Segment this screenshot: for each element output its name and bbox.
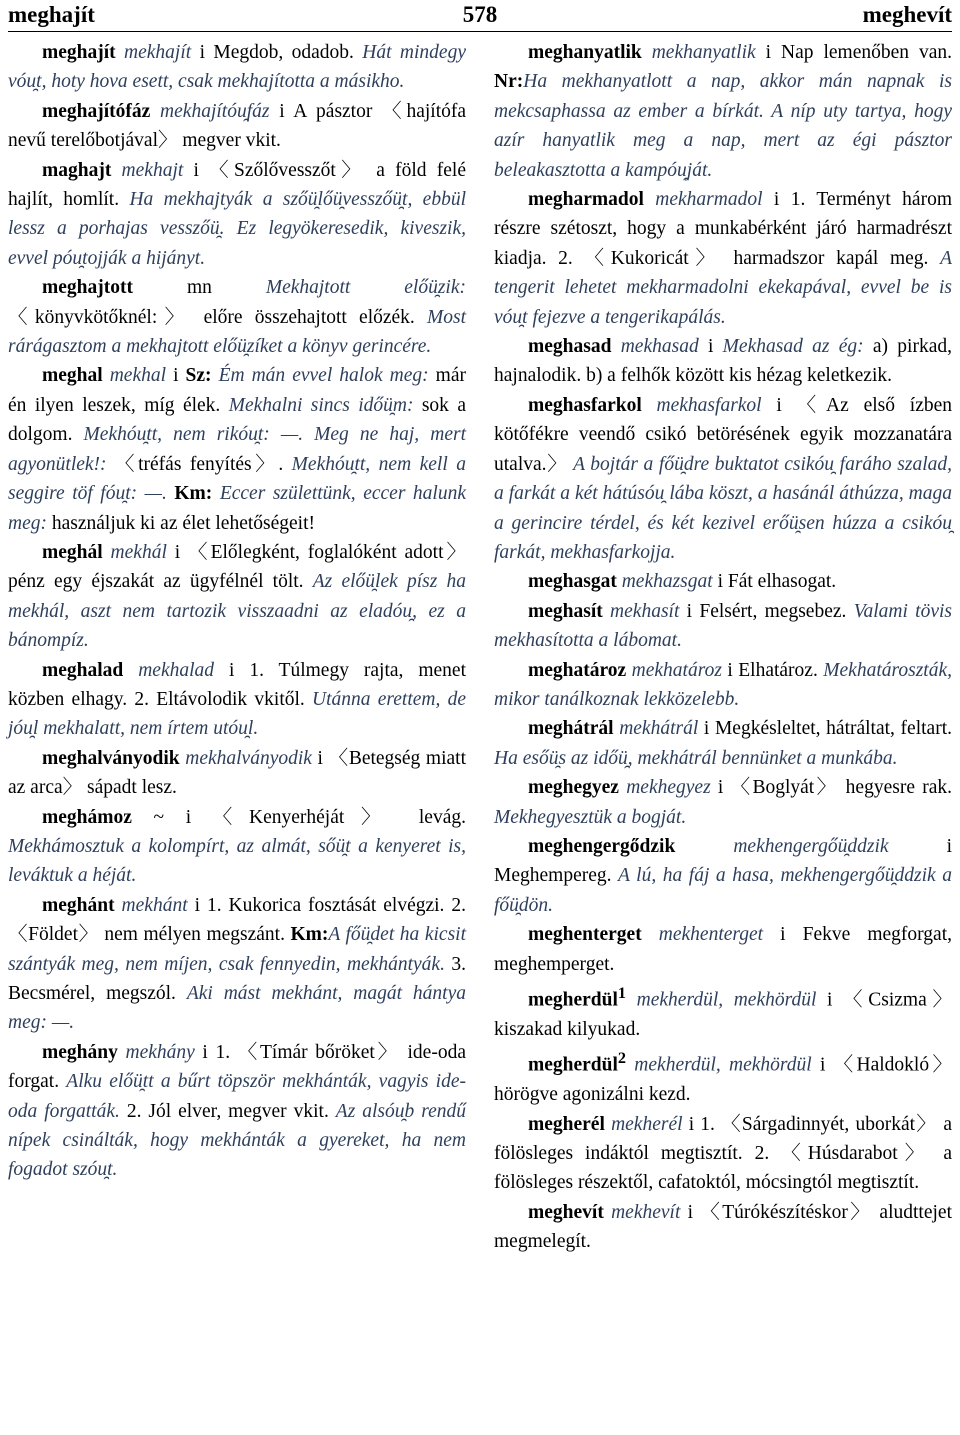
usage-label: Km: — [166, 483, 213, 505]
dialect-variant: mekhasfarkol — [641, 394, 762, 416]
dictionary-entry — [494, 979, 952, 1044]
example-text: Eccer születtünk, eccer halunk meg: — [8, 483, 467, 534]
dialect-variant: mekhátrál — [613, 718, 699, 740]
example-text: A lú, ha fáj a hasa, mekhengergőü̯ddzik a főü̯dön. — [494, 865, 952, 916]
definition-text: i Megdob, odadob. — [191, 42, 363, 63]
example-text: Ém mán evvel halok meg: — [211, 365, 429, 387]
entry-headword: meghengergődzik — [528, 835, 676, 857]
entry-headword: megharmadol — [528, 189, 644, 211]
definition-text: i Felsért, megsebez. — [679, 600, 854, 622]
dictionary-entry — [494, 185, 952, 332]
example-text: A főü̯det ha kicsit szántyák meg, nem míjen, csak fennyedin, mekhántyák. — [8, 924, 466, 975]
definition-text: i 1. Terményt három részre szétoszt, hogy a munkabérként járó harmadrészt kiadja. 2. 〈Kukoricát〉 harmadszor kapál meg. — [494, 189, 953, 269]
example-text: Ha esőü̯s az időü̯, mekhátrál bennünket a munkába. — [494, 747, 898, 769]
entry-headword: meghajtott — [42, 277, 133, 299]
entry-headword: meghasad — [528, 336, 612, 358]
example-text: Mekhalni sincs időü̯m: — [228, 394, 414, 416]
definition-text: i 1. 〈Tímár bőröket〉 ide-oda forgat. — [8, 1041, 466, 1093]
example-text: Mekhámosztuk a kolompírt, az almát, sőü̯t a kenyeret is, leváktuk a héját. — [8, 835, 466, 887]
dictionary-entry — [8, 656, 466, 744]
entry-headword: meghatároz — [528, 659, 627, 681]
definition-text: i Megkésleltet, hátráltat, feltart. — [698, 718, 952, 740]
example-text: Mekhatároszták, mikor tanálkoznak lekközelebb. — [494, 659, 952, 710]
example-text: Alku előü̯tt a bűrt töpször mekhánták, vagyis ide-oda forgatták. — [8, 1071, 466, 1122]
header-first-headword: meghajít — [8, 2, 95, 27]
dictionary-entry — [494, 1044, 952, 1109]
dialect-variant: mekherdül, mekhördül — [626, 1054, 812, 1076]
entry-headword: meghalványodik — [42, 747, 180, 769]
definition-text: i 〈Túrókészítéskor〉 aludttejet megmelegít. — [494, 1201, 952, 1253]
dialect-variant: mekhajítóu̯fáz — [150, 100, 270, 122]
definition-text: i — [166, 365, 186, 387]
entry-headword: meghajítófáz — [42, 100, 151, 122]
dictionary-entry — [494, 567, 952, 596]
example-text: Valami tövis mekhasította a lábomat. — [494, 600, 952, 652]
definition-text: i 〈Előlegként, foglalóként adott〉 pénz egy éjszakát az ügyfélnél tölt. — [8, 541, 466, 593]
entry-headword: meghanyatlik — [528, 42, 642, 63]
definition-text: 〈könyvkötőknél:〉 előre összehajtott előzék. — [8, 306, 427, 328]
definition-text: már én ilyen leszek, míg élek. — [8, 365, 466, 416]
definition-text: használjuk ki az élet lehetőségeit! — [46, 512, 315, 534]
dictionary-entry — [494, 773, 952, 832]
definition-text: i Fát elhasogat. — [712, 571, 837, 593]
right-column — [494, 38, 952, 1257]
dialect-variant: mekhajít — [115, 42, 192, 63]
dialect-variant: mekhengergőü̯ddzik — [675, 835, 889, 857]
example-text: Az előü̯lek písz ha mekhál, aszt nem tartozik visszaadni az eladóu̯, ez a bánompíz. — [8, 571, 466, 652]
dialect-variant: mekherél — [604, 1113, 683, 1135]
definition-text: mn — [132, 277, 266, 299]
dialect-variant: mekhenterget — [641, 924, 764, 946]
entry-headword: meghasít — [528, 600, 603, 622]
dictionary-entry — [8, 803, 466, 891]
entry-headword: megherdül — [528, 1054, 618, 1076]
entry-headword: meghátrál — [528, 718, 614, 740]
dictionary-entry — [8, 156, 466, 274]
entry-headword: meghajít — [42, 42, 116, 63]
dialect-variant: mekhasít — [602, 600, 680, 622]
example-text: Hát mindegy vóu̯t, hoty hova esett, csak mekhajította a másikho. — [8, 42, 466, 93]
dialect-variant: mekhasad — [611, 336, 699, 358]
example-text: Aki mást mekhánt, magát hántya meg: —. — [8, 983, 466, 1034]
example-text: Az alsóu̯b rendű nípek csinálták, hogy mekhánták a gyereket, ha nem fogadot szóu̯t. — [8, 1100, 467, 1181]
definition-text: i 〈Haldokló〉 hörögve agonizálni kezd. — [494, 1054, 952, 1106]
dialect-variant: mekhánt — [114, 894, 188, 916]
homonym-number: 1 — [617, 984, 627, 1002]
dialect-variant: mekhatároz — [626, 659, 722, 681]
definition-text: i 〈Boglyát〉 hegyesre rak. — [710, 777, 952, 799]
definition-text: sok a dolgom. — [8, 394, 466, 446]
entry-headword: meghenterget — [528, 924, 642, 946]
entry-headword: meghasfarkol — [528, 394, 642, 416]
dictionary-entry — [494, 391, 952, 567]
entry-headword: meghalad — [42, 659, 124, 681]
dialect-variant: mekhanyatlik — [641, 42, 756, 63]
example-text: Mekhóu̯tt, nem rikóu̯t: —. Meg ne haj, mert agyonütlek!: — [8, 424, 466, 475]
dictionary-entry — [494, 656, 952, 715]
definition-text: i A pásztor 〈hajítófa nevű terelőbotjával〉 megver vkit. — [8, 100, 467, 152]
dictionary-entry — [494, 1198, 952, 1257]
dictionary-entry — [8, 273, 466, 361]
dictionary-entry — [8, 891, 466, 1038]
dictionary-entry — [8, 538, 466, 656]
dictionary-entry — [494, 832, 952, 920]
header-last-headword: meghevít — [862, 2, 952, 27]
entry-headword: maghajt — [42, 159, 112, 181]
definition-text: i 1. Kukorica fosztását elvégzi. 2. 〈Földet〉 nem mélyen megszánt. — [8, 894, 467, 946]
entry-headword: meghal — [42, 365, 103, 387]
entry-headword: meghasgat — [528, 571, 617, 593]
example-text: A bojtár a főü̯dre buktatot csikóu̯ faráho szalad, a farkát a két hátúsóu̯ lába köszt, a hasánál áthúzza, maga a gerincire térdel, és két kezivel erőü̯sen húzza a csikóu̯ farkát, mekhasfarkojja. — [494, 453, 952, 563]
usage-label: Nr: — [494, 71, 524, 93]
dialect-variant: mekherdül, mekhördül — [626, 989, 817, 1011]
dialect-variant: mekhajt — [111, 159, 184, 181]
entry-headword: meghánt — [42, 894, 115, 916]
page-number: 578 — [462, 2, 498, 27]
homonym-number: 2 — [617, 1049, 627, 1068]
definition-text: i 〈Szőlővesszőt〉 a föld felé hajlít, homlít. — [8, 159, 467, 211]
definition-text: 3. Becsmérel, megszól. — [8, 953, 466, 1004]
dialect-variant: mekhalványodik — [179, 747, 312, 769]
definition-text: i 〈Betegség miatt az arca〉 sápadt lesz. — [8, 747, 466, 799]
dictionary-entry — [494, 597, 952, 656]
example-text: Ha mekhanyatlott a nap, akkor mán napnak is mekcsaphassa az ember a bírkát. — [494, 71, 952, 122]
dialect-variant: mekhevít — [603, 1201, 681, 1223]
dictionary-entry — [8, 38, 466, 97]
dictionary-entry — [8, 97, 466, 156]
header-rule — [8, 31, 952, 32]
dialect-variant: mekhal — [102, 365, 167, 387]
dictionary-entry — [494, 332, 952, 391]
entry-headword: meghál — [42, 541, 103, 563]
entry-headword: meghegyez — [528, 777, 619, 799]
definition-text: 2. Jól elver, megver vkit. — [119, 1100, 336, 1122]
dialect-variant: mekharmadol — [643, 189, 763, 211]
example-text: Most rárágasztom a mekhajtott előü̯zíket a könyv gerincére. — [8, 306, 466, 358]
example-text: A níp uty tartya, hogy azír hanyatlik meg a nap, mert az égi pásztor beleakasztotta a kampóu̯ját. — [494, 100, 952, 181]
example-text: Mekhóu̯tt, nem kell a seggire töf fóu̯t: —. — [8, 453, 466, 505]
dictionary-entry — [494, 714, 952, 773]
definition-text: i 〈Az első ízben kötőfékre veendő csikó betörésének egyik mozzanatára utalva.〉 — [494, 394, 952, 475]
definition-text: i 〈Csizma〉 kiszakad kilyukad. — [494, 989, 952, 1040]
definition-text: i Meghempereg. — [494, 835, 953, 887]
dialect-variant: mekhegyez — [618, 777, 711, 799]
definition-text: a) pirkad, hajnalodik. b) a felhők között kis hézag keletkezik. — [494, 336, 952, 387]
example-text: Mekhegyesztük a bogját. — [494, 806, 687, 828]
left-column — [8, 38, 466, 1185]
dialect-variant: mekhalad — [123, 659, 215, 681]
dictionary-entry — [8, 744, 466, 803]
page-header — [8, 0, 952, 30]
dictionary-entry — [494, 1110, 952, 1198]
usage-label: Sz: — [185, 365, 212, 387]
dialect-variant: mekhány — [117, 1041, 195, 1063]
example-text: Mekhasad az ég: — [722, 336, 864, 358]
definition-text: i Elhatároz. — [721, 659, 824, 681]
definition-text: i — [698, 336, 723, 358]
dictionary-entry — [494, 920, 952, 979]
definition-text: i 1. 〈Sárgadinnyét, uborkát〉 a fölösleges indáktól megtisztít. 2. 〈Húsdarabot〉 a fölösleges részektől, cafatoktól, mócsingtól megtisztít. — [494, 1113, 952, 1194]
dictionary-entry — [8, 1038, 466, 1185]
entry-headword: meghámoz — [42, 806, 132, 828]
dictionary-entry — [8, 361, 466, 537]
definition-text: i Nap lemenőben van. — [755, 42, 952, 63]
dialect-variant: mekhazsgat — [616, 571, 713, 593]
dialect-variant: mekhál — [102, 541, 167, 563]
definition-text: i Fekve megforgat, meghemperget. — [494, 924, 952, 975]
entry-headword: megherél — [528, 1113, 605, 1135]
example-text: Utánna erettem, de jóu̯l mekhalatt, nem írtem utóu̯l. — [8, 688, 466, 740]
definition-text: 〈tréfás fenyítés〉. — [106, 453, 292, 475]
entry-headword: megherdül — [528, 989, 618, 1011]
usage-label: Km: — [290, 924, 329, 946]
entry-headword: meghevít — [528, 1201, 604, 1223]
example-text: Mekhajtott előü̯zik: — [265, 277, 466, 299]
example-text: A tengerit lehetet mekharmadolni ekekapával, evvel be is vóu̯t fejezve a tengerikapálás. — [494, 247, 952, 328]
definition-text: ~ i 〈Kenyerhéját〉 levág. — [131, 806, 466, 828]
example-text: Ha mekhajtyák a szőü̯lőü̯vesszőü̯t, ebbül lessz a porhajas vesszőü̯. Ez legyökeresedik, kiveszik, evvel póu̯tojják a hijányt. — [8, 189, 466, 269]
dictionary-entry — [494, 38, 952, 185]
definition-text: i 1. Túlmegy rajta, menet közben elhagy. 2. Eltávolodik vkitől. — [8, 659, 466, 710]
entry-headword: meghány — [42, 1041, 118, 1063]
